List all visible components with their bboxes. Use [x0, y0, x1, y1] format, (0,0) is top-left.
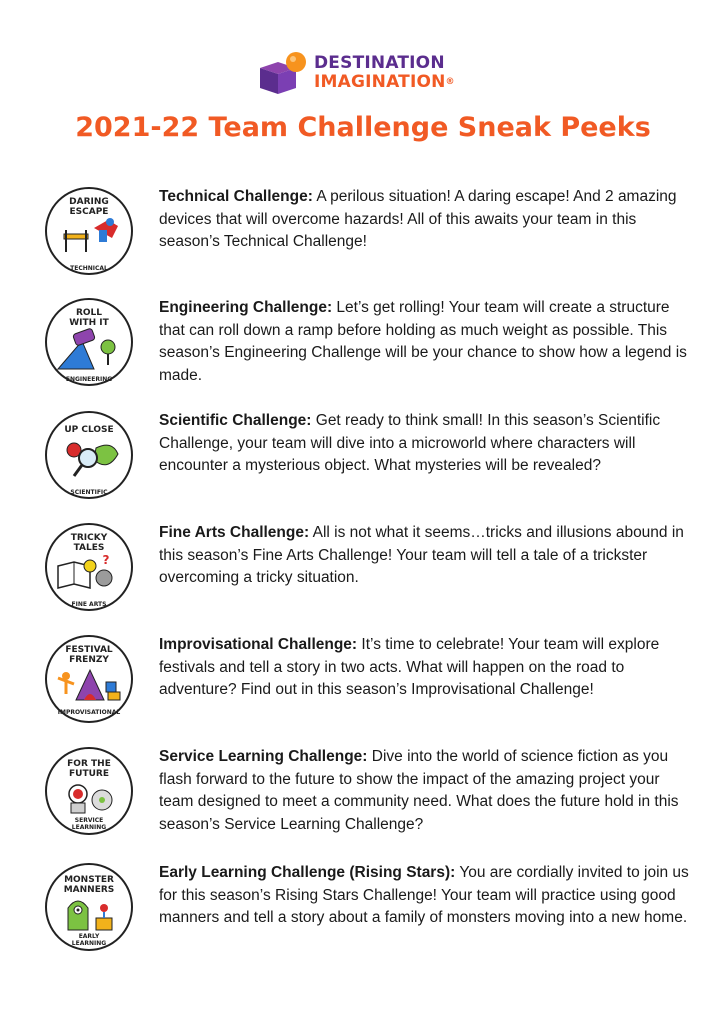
challenge-description [159, 297, 694, 387]
svg-text:FRENZY: FRENZY [69, 655, 109, 665]
svg-text:TRICKY: TRICKY [70, 533, 108, 543]
challenge-service-learning [44, 746, 694, 846]
tricky-tales-badge-icon [44, 522, 134, 612]
svg-text:IMPROVISATIONAL: IMPROVISATIONAL [57, 709, 121, 716]
challenge-body: You are cordially invited to join us for this season’s Rising Stars Challenge! Your team will practice using good manners and tell a story about a family of monsters moving into a new home. [159, 864, 689, 926]
svg-text:FESTIVAL: FESTIVAL [65, 645, 113, 655]
challenge-fine-arts [44, 522, 694, 622]
svg-text:ROLL: ROLL [75, 308, 103, 318]
challenge-heading: Service Learning Challenge: [159, 748, 368, 765]
challenge-heading: Engineering Challenge: [159, 299, 333, 316]
svg-text:FUTURE: FUTURE [69, 769, 109, 779]
for-the-future-badge-icon [44, 746, 134, 836]
svg-text:MONSTER: MONSTER [64, 875, 114, 885]
svg-text:LEARNING: LEARNING [71, 940, 107, 947]
challenge-early-learning [44, 862, 694, 962]
challenge-description [159, 634, 694, 702]
svg-text:FINE ARTS: FINE ARTS [71, 601, 107, 608]
svg-text:EARLY: EARLY [78, 933, 100, 940]
challenge-description [159, 746, 694, 836]
logo [256, 50, 476, 96]
roll-with-it-badge-icon [44, 297, 134, 387]
challenge-body: All is not what it seems…tricks and illusions abound in this season’s Fine Arts Challenge! Your team will tell a tale of a trickster overcoming a tricky situation. [159, 524, 684, 586]
challenge-body: It’s time to celebrate! Your team will explore festivals and tell a story in two acts. What will happen on the road to adventure? Find out in this season’s Improvisational Challenge! [159, 636, 660, 698]
svg-text:SERVICE: SERVICE [74, 817, 104, 824]
challenge-body: Dive into the world of science fiction as you flash forward to the future to show the impact of the amazing project your team designed to meet a community need. What does the future hold in this season’s Service Learning Challenge? [159, 748, 679, 833]
svg-text:?: ? [102, 553, 110, 567]
challenge-description [159, 410, 694, 478]
logo-cube-icon [256, 50, 314, 96]
challenge-engineering [44, 297, 694, 397]
svg-text:TECHNICAL: TECHNICAL [70, 265, 108, 272]
svg-text:ESCAPE: ESCAPE [69, 207, 109, 217]
daring-escape-badge-icon [44, 186, 134, 276]
svg-text:UP CLOSE: UP CLOSE [64, 425, 114, 435]
challenge-description [159, 862, 694, 930]
challenge-body: Get ready to think small! In this season’s Scientific Challenge, your team will dive into a microworld where characters will encounter a mysterious object. What mysteries will be revealed? [159, 412, 661, 474]
svg-text:WITH IT: WITH IT [69, 318, 109, 328]
svg-text:LEARNING: LEARNING [71, 824, 107, 831]
page-title: 2021-22 Team Challenge Sneak Peeks [75, 112, 651, 143]
up-close-badge-icon [44, 410, 134, 500]
festival-frenzy-badge-icon [44, 634, 134, 724]
svg-text:ENGINEERING: ENGINEERING [65, 376, 113, 383]
challenge-heading: Early Learning Challenge (Rising Stars): [159, 864, 456, 881]
challenge-scientific [44, 410, 694, 510]
logo-text [314, 54, 455, 92]
monster-manners-badge-icon [44, 862, 134, 952]
logo-line2: IMAGINATION® [314, 72, 455, 92]
svg-text:DARING: DARING [69, 197, 109, 207]
challenge-heading: Improvisational Challenge: [159, 636, 358, 653]
challenge-heading: Scientific Challenge: [159, 412, 312, 429]
challenge-description [159, 186, 694, 254]
challenge-body: Let’s get rolling! Your team will create a structure that can roll down a ramp before holding as much weight as possible. This season’s Engineering Challenge will be your chance to show how a legend is made. [159, 299, 687, 384]
challenge-technical [44, 186, 694, 286]
challenge-description [159, 522, 694, 590]
challenge-heading: Fine Arts Challenge: [159, 524, 310, 541]
challenge-heading: Technical Challenge: [159, 188, 313, 205]
svg-text:TALES: TALES [73, 543, 105, 553]
svg-text:MANNERS: MANNERS [63, 885, 115, 895]
svg-text:SCIENTIFIC: SCIENTIFIC [70, 489, 108, 496]
logo-line1: DESTINATION [314, 53, 445, 73]
challenge-improvisational [44, 634, 694, 734]
svg-text:FOR THE: FOR THE [67, 759, 111, 769]
challenge-body: A perilous situation! A daring escape! And 2 amazing devices that will overcome hazards! All of this awaits your team in this season’s Technical Challenge! [159, 188, 677, 250]
